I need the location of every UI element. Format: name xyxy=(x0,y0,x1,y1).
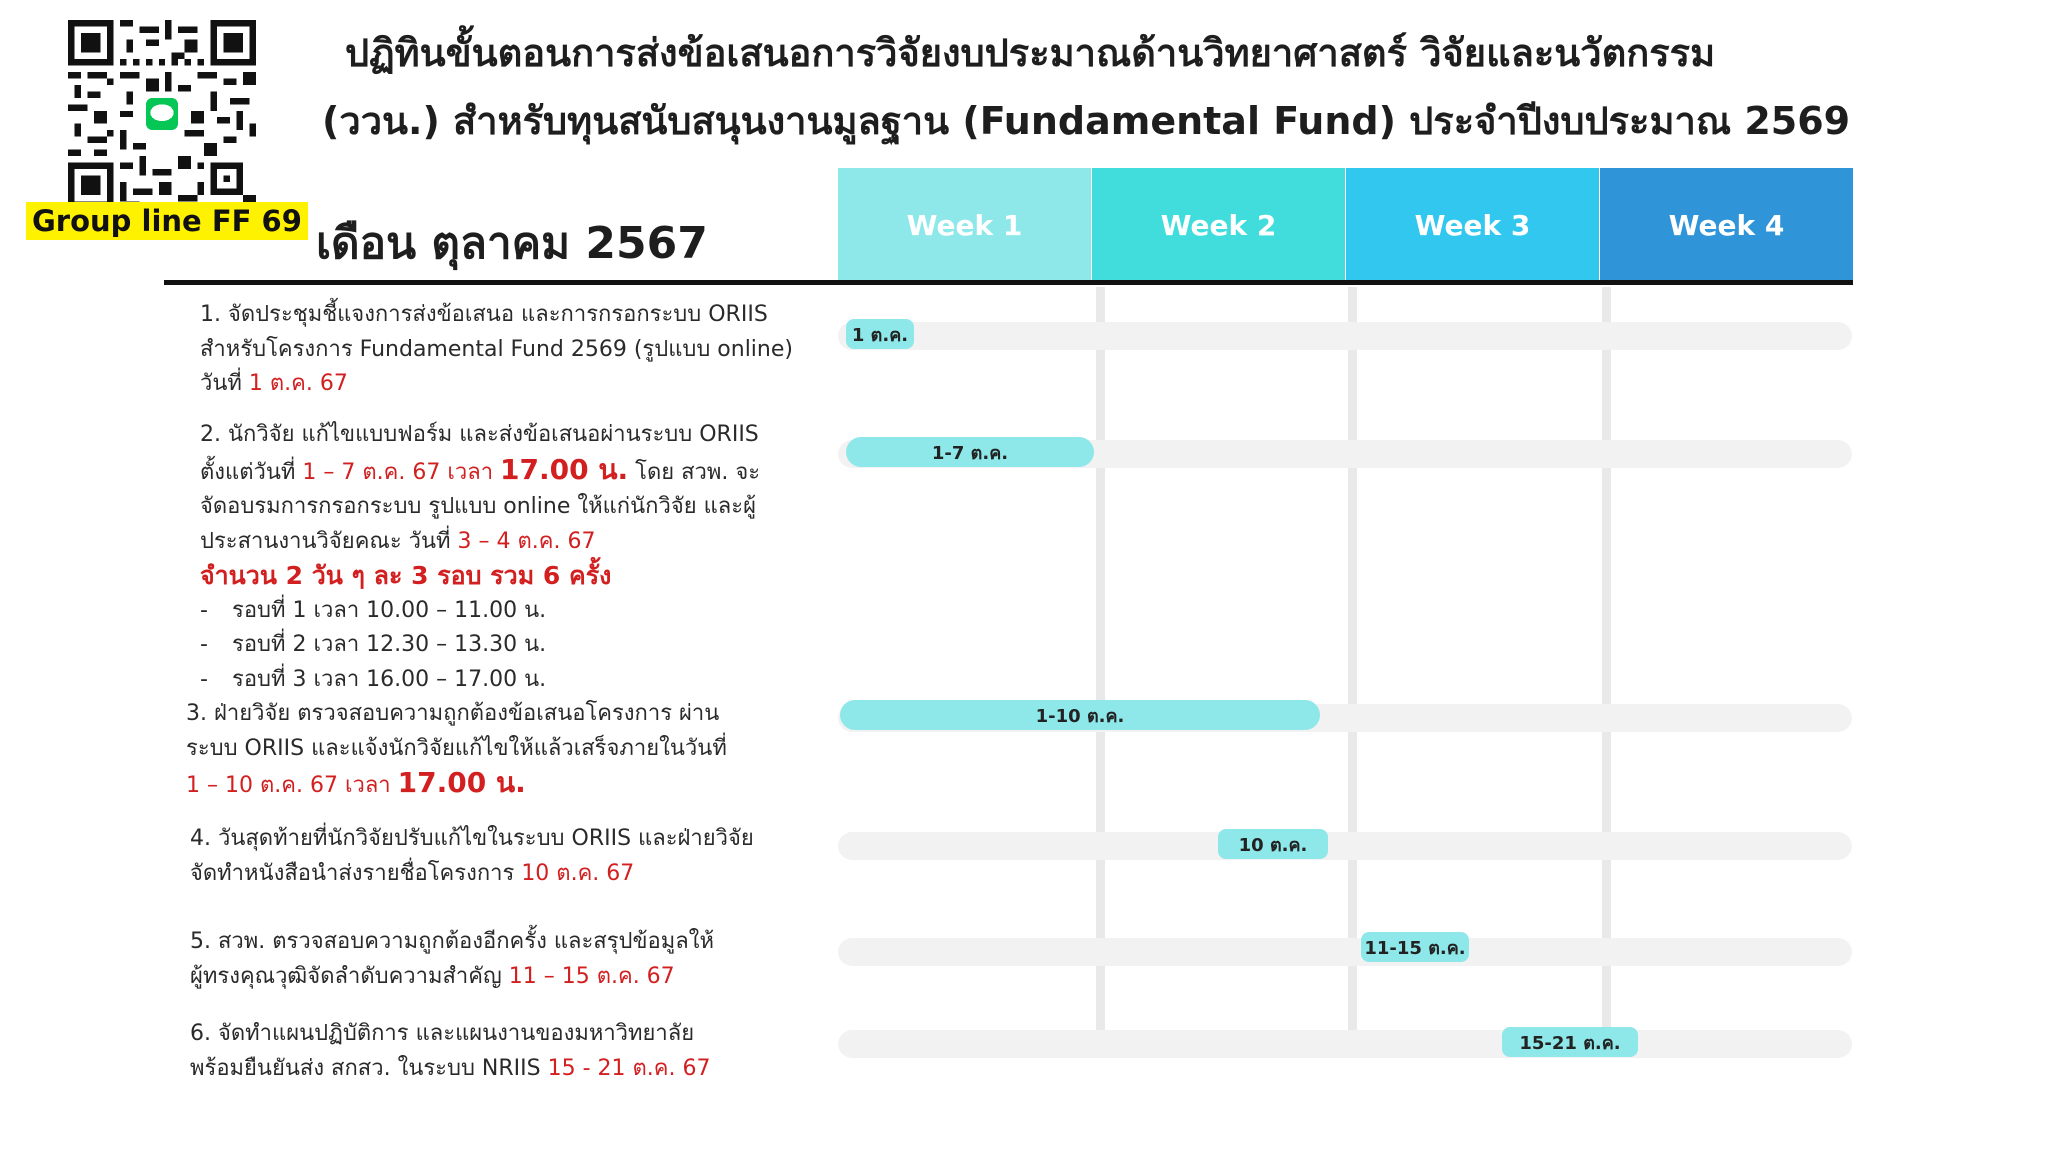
timeline-track xyxy=(838,938,1852,966)
line-app-icon xyxy=(143,95,182,134)
timeline-bar-2: 1-7 ต.ค. xyxy=(846,437,1094,467)
task-2-round xyxy=(200,663,760,698)
task-2-deadline: 17.00 น. xyxy=(500,452,629,486)
qr-code-icon xyxy=(68,20,256,208)
month-label: เดือน ตุลาคม 2567 xyxy=(316,218,708,269)
task-1-date: 1 ต.ค. 67 xyxy=(248,371,348,396)
round-text: รอบที่ 2 เวลา 12.30 – 13.30 น. xyxy=(232,632,547,657)
task-2-note: โดย สวพ. จะ xyxy=(628,459,761,485)
week-4-header: Week 4 xyxy=(1600,168,1853,282)
task-3-line xyxy=(186,766,727,804)
task-1-description xyxy=(200,298,793,402)
task-4-line xyxy=(190,857,754,892)
task-5-prefix: ผู้ทรงคุณวุฒิจัดลำดับความสำคัญ xyxy=(190,963,509,989)
task-5-line: 5. สวพ. ตรวจสอบความถูกต้องอีกครั้ง และสรุปข้อมูลให้ xyxy=(190,929,714,954)
task-2-date-prefix: ตั้งแต่วันที่ xyxy=(200,459,303,485)
task-6-date: 15 - 21 ต.ค. 67 xyxy=(547,1055,711,1081)
task-6-line: 6. จัดทำแผนปฏิบัติการ และแผนงานของมหาวิทยาลัย xyxy=(190,1021,695,1046)
task-2-training-prefix: ประสานงานวิจัยคณะ วันที่ xyxy=(200,528,458,554)
week-2-header: Week 2 xyxy=(1092,168,1345,282)
round-text: รอบที่ 1 เวลา 10.00 – 11.00 น. xyxy=(232,597,547,623)
task-3-deadline: 17.00 น. xyxy=(397,766,526,799)
task-6-prefix: พร้อมยืนยันส่ง สกสว. ในระบบ NRIIS xyxy=(190,1055,548,1081)
timeline-track xyxy=(838,322,1852,350)
week-3-header: Week 3 xyxy=(1346,168,1599,282)
timeline-track xyxy=(838,1030,1852,1058)
task-3-line: 3. ฝ่ายวิจัย ตรวจสอบความถูกต้องข้อเสนอโครงการ ผ่าน xyxy=(186,701,720,726)
task-3-description xyxy=(186,697,727,804)
week-1-header: Week 1 xyxy=(838,168,1091,282)
task-2-date: 1 – 7 ต.ค. 67 เวลา xyxy=(302,459,501,485)
timeline-track xyxy=(838,832,1852,860)
task-6-description xyxy=(190,1017,710,1086)
task-1-line: 1. จัดประชุมชี้แจงการส่งข้อเสนอ และการกรอกระบบ ORIIS xyxy=(200,302,768,327)
bullet-dash: - xyxy=(200,632,208,657)
task-2-line xyxy=(200,453,760,491)
task-2-line: 2. นักวิจัย แก้ไขแบบฟอร์ม และส่งข้อเสนอผ่านระบบ ORIIS xyxy=(200,422,759,447)
task-1-line: สำหรับโครงการ Fundamental Fund 2569 (รูปแบบ online) xyxy=(200,336,793,362)
page-title-line-2: (ววน.) สำหรับทุนสนับสนุนงานมูลฐาน (Fundamental Fund) ประจำปีงบประมาณ 2569 xyxy=(322,99,1851,143)
task-4-date: 10 ต.ค. 67 xyxy=(521,860,635,886)
round-text: รอบที่ 3 เวลา 16.00 – 17.00 น. xyxy=(232,666,547,692)
task-1-line xyxy=(200,367,793,402)
task-5-line xyxy=(190,960,714,995)
group-line-label: Group line FF 69 xyxy=(26,202,308,240)
task-2-line: จัดอบรมการกรอกระบบ รูปแบบ online ให้แก่นักวิจัย และผู้ xyxy=(200,494,756,519)
task-2-round xyxy=(200,594,760,629)
task-3-line: ระบบ ORIIS และแจ้งนักวิจัยแก้ไขให้แล้วเสร็จภายในวันที่ xyxy=(186,735,727,761)
task-6-line xyxy=(190,1052,710,1087)
task-5-date: 11 – 15 ต.ค. 67 xyxy=(508,963,675,989)
task-3-date: 1 – 10 ต.ค. 67 เวลา xyxy=(186,773,398,798)
timeline-bar-3: 1-10 ต.ค. xyxy=(840,700,1320,730)
task-4-line: 4. วันสุดท้ายที่นักวิจัยปรับแก้ไขในระบบ ORIIS และฝ่ายวิจัย xyxy=(190,826,754,851)
task-2-line xyxy=(200,525,760,560)
task-5-description xyxy=(190,925,714,994)
timeline-bar-1: 1 ต.ค. xyxy=(846,319,914,349)
task-2-sessions-summary: จำนวน 2 วัน ๆ ละ 3 รอบ รวม 6 ครั้ง xyxy=(200,561,612,590)
timeline-bar-4: 10 ต.ค. xyxy=(1218,829,1328,859)
bullet-dash: - xyxy=(200,666,208,692)
task-2-round xyxy=(200,628,760,663)
task-2-training-date: 3 – 4 ต.ค. 67 xyxy=(457,528,596,554)
header-rule xyxy=(164,280,1853,285)
bullet-dash: - xyxy=(200,597,208,623)
task-4-description xyxy=(190,822,754,891)
timeline-bar-6: 15-21 ต.ค. xyxy=(1502,1027,1638,1057)
task-4-prefix: จัดทำหนังสือนำส่งรายชื่อโครงการ xyxy=(190,860,522,886)
page-title-line-1: ปฏิทินขั้นตอนการส่งข้อเสนอการวิจัยงบประมาณด้านวิทยาศาสตร์ วิจัยและนวัตกรรม xyxy=(345,31,1716,75)
task-1-date-prefix: วันที่ xyxy=(200,371,249,396)
task-2-description xyxy=(200,418,760,697)
timeline-bar-5: 11-15 ต.ค. xyxy=(1361,932,1469,962)
